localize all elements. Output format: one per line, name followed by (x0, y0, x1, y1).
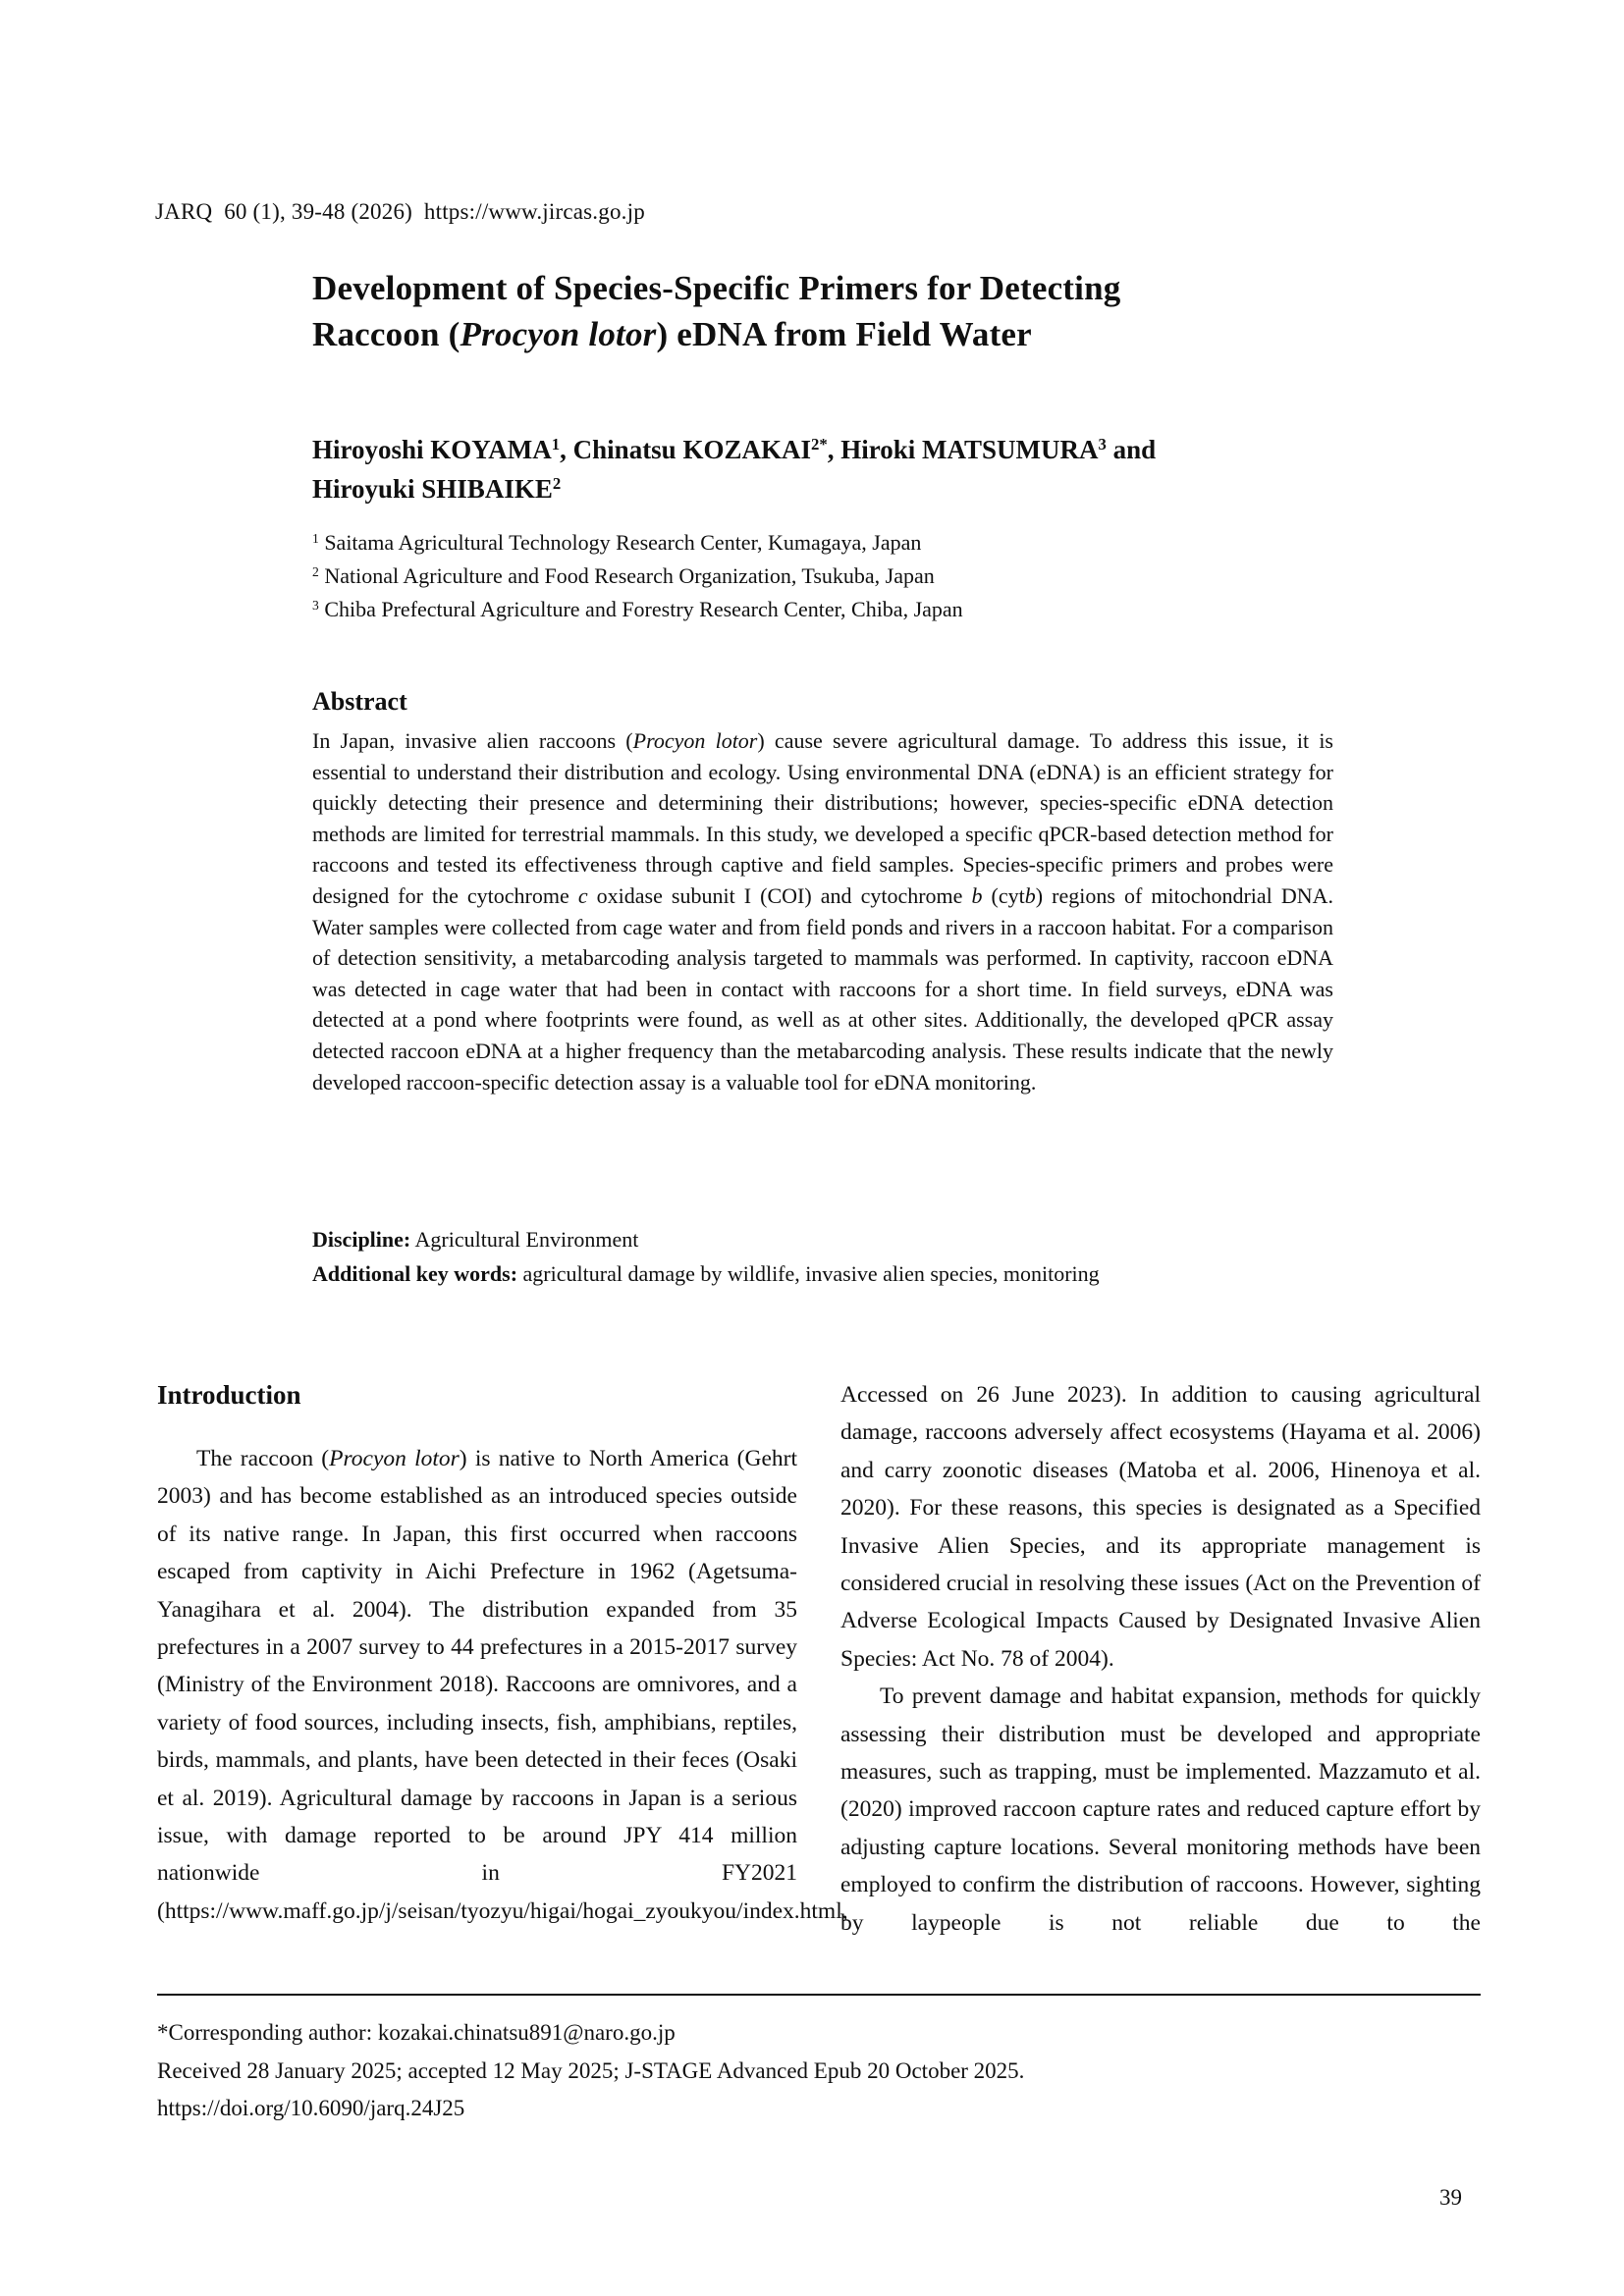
abstract-heading: Abstract (312, 687, 407, 716)
footnote (157, 2014, 1481, 2128)
affiliation-1: $^1$ Saitama Agricultural Technology Research Center, Kumagaya, Japan (312, 530, 922, 555)
keywords-line: Additional key words: agricultural damage by wildlife, invasive alien species, monitoring (312, 1261, 1100, 1286)
introduction-paragraph-1-continued: Accessed on 26 June 2023). In addition to causing agricultural damage, raccoons adversely affect ecosystems (Hayama et al. 2006) and carry zoonotic diseases (Matoba et al. 2006, Hinenoya et al. 2020). For these reasons, this species is designated as a Specified Invasive Alien Species, and its appropriate management is considered crucial in resolving these issues (Act on the Prevention of Adverse Ecological Impacts Caused by Designated Invasive Alien Species: Act No. 78 of 2004). (840, 1382, 1481, 1672)
affiliation-2: $^2$ National Agriculture and Food Research Organization, Tsukuba, Japan (312, 563, 935, 588)
introduction-paragraph-1: The raccoon (Procyon lotor) is native to North America (Gehrt 2003) and has become established as an introduced species outside of its native range. In Japan, this first occurred when raccoons escaped from captivity in Aichi Prefecture in 1962 (Agetsuma-Yanagihara et al. 2004). The distribution expanded from 35 prefectures in a 2007 survey to 44 prefectures in a 2015-2017 survey (Ministry of the Environment 2018). Raccoons are omnivores, and a variety of food sources, including insects, fish, amphibians, reptiles, birds, mammals, and plants, have been detected in their feces (Osaki et al. 2019). Agricultural damage by raccoons in Japan is a serious issue, with damage reported to be around JPY 414 million nationwide in FY2021 (https://www.maff.go.jp/j/seisan/tyozyu/higai/hogai_zyoukyou/index.html, (157, 1446, 848, 1924)
introduction-heading: Introduction (157, 1380, 301, 1410)
discipline-line: Discipline: Agricultural Environment (312, 1227, 639, 1252)
footnote-doi: https://doi.org/10.6090/jarq.24J25 (157, 2096, 465, 2121)
article-title-line1: Development of Species-Specific Primers for Detecting (312, 269, 1121, 307)
footnote-received-dates: Received 28 January 2025; accepted 12 May 2025; J-STAGE Advanced Epub 20 October 2025. (157, 2057, 1025, 2083)
article-title-line2: Raccoon (Procyon lotor) eDNA from Field Water (312, 315, 1032, 353)
article-meta (312, 1222, 1333, 1291)
author-line1: Hiroyoshi KOYAMA$^1$, Chinatsu $KOZAKAI^{2*}$, Hiroki MATSUMURA$^3$ and (312, 434, 1157, 464)
article-title (312, 265, 1333, 357)
body-column-left (157, 1376, 848, 1930)
journal-header: JARQ 60 (1), 39-48 (2026) https://www.jircas.go.jp (155, 199, 645, 224)
footnote-divider (157, 1994, 1481, 1996)
abstract-text: In Japan, invasive alien raccoons (Procyon lotor) cause severe agricultural damage. To address this issue, it is essential to understand their distribution and ecology. Using environmental DNA (eDNA) is an efficient strategy for quickly detecting their presence and determining their distributions; however, species-specific eDNA detection methods are limited for terrestrial mammals. In this study, we developed a specific qPCR-based detection method for raccoons and tested its effectiveness through captive and field samples. Species-specific primers and probes were designed for the cytochrome c oxidase subunit I (COI) and cytochrome b (cytb) regions of mitochondrial DNA. Water samples were collected from cage water and from field ponds and rivers in a raccoon habitat. For a comparison of detection sensitivity, a metabarcoding analysis targeted to mammals was performed. In captivity, raccoon eDNA was detected in cage water that had been in contact with raccoons for a short time. In field surveys, eDNA was detected at a pond where footprints were found, as well as at other sites. Additionally, the developed qPCR assay detected raccoon eDNA at a higher frequency than the metabarcoding analysis. These results indicate that the newly developed raccoon-specific detection assay is a valuable tool for eDNA monitoring. (312, 728, 1334, 1095)
body-column-right (840, 1376, 1481, 1942)
author-line2: Hiroyuki SHIBAIKE$^2$ (312, 473, 562, 504)
affiliation-3: $^3$ Chiba Prefectural Agriculture and Forestry Research Center, Chiba, Japan (312, 597, 963, 621)
affiliation-list (312, 527, 1333, 627)
author-list (312, 432, 1353, 510)
introduction-paragraph-2: To prevent damage and habitat expansion, methods for quickly assessing their distribution must be developed and appropriate measures, such as trapping, must be implemented. Mazzamuto et al. (2020) improved raccoon capture rates and reduced capture effort by adjusting capture locations. Several monitoring methods have been employed to confirm the distribution of raccoons. However, sighting by laypeople is not reliable due to the (840, 1683, 1481, 1936)
footnote-corresponding-author: *Corresponding author: kozakai.chinatsu891@naro.go.jp (157, 2020, 676, 2045)
page-number: 39 (1439, 2185, 1462, 2210)
